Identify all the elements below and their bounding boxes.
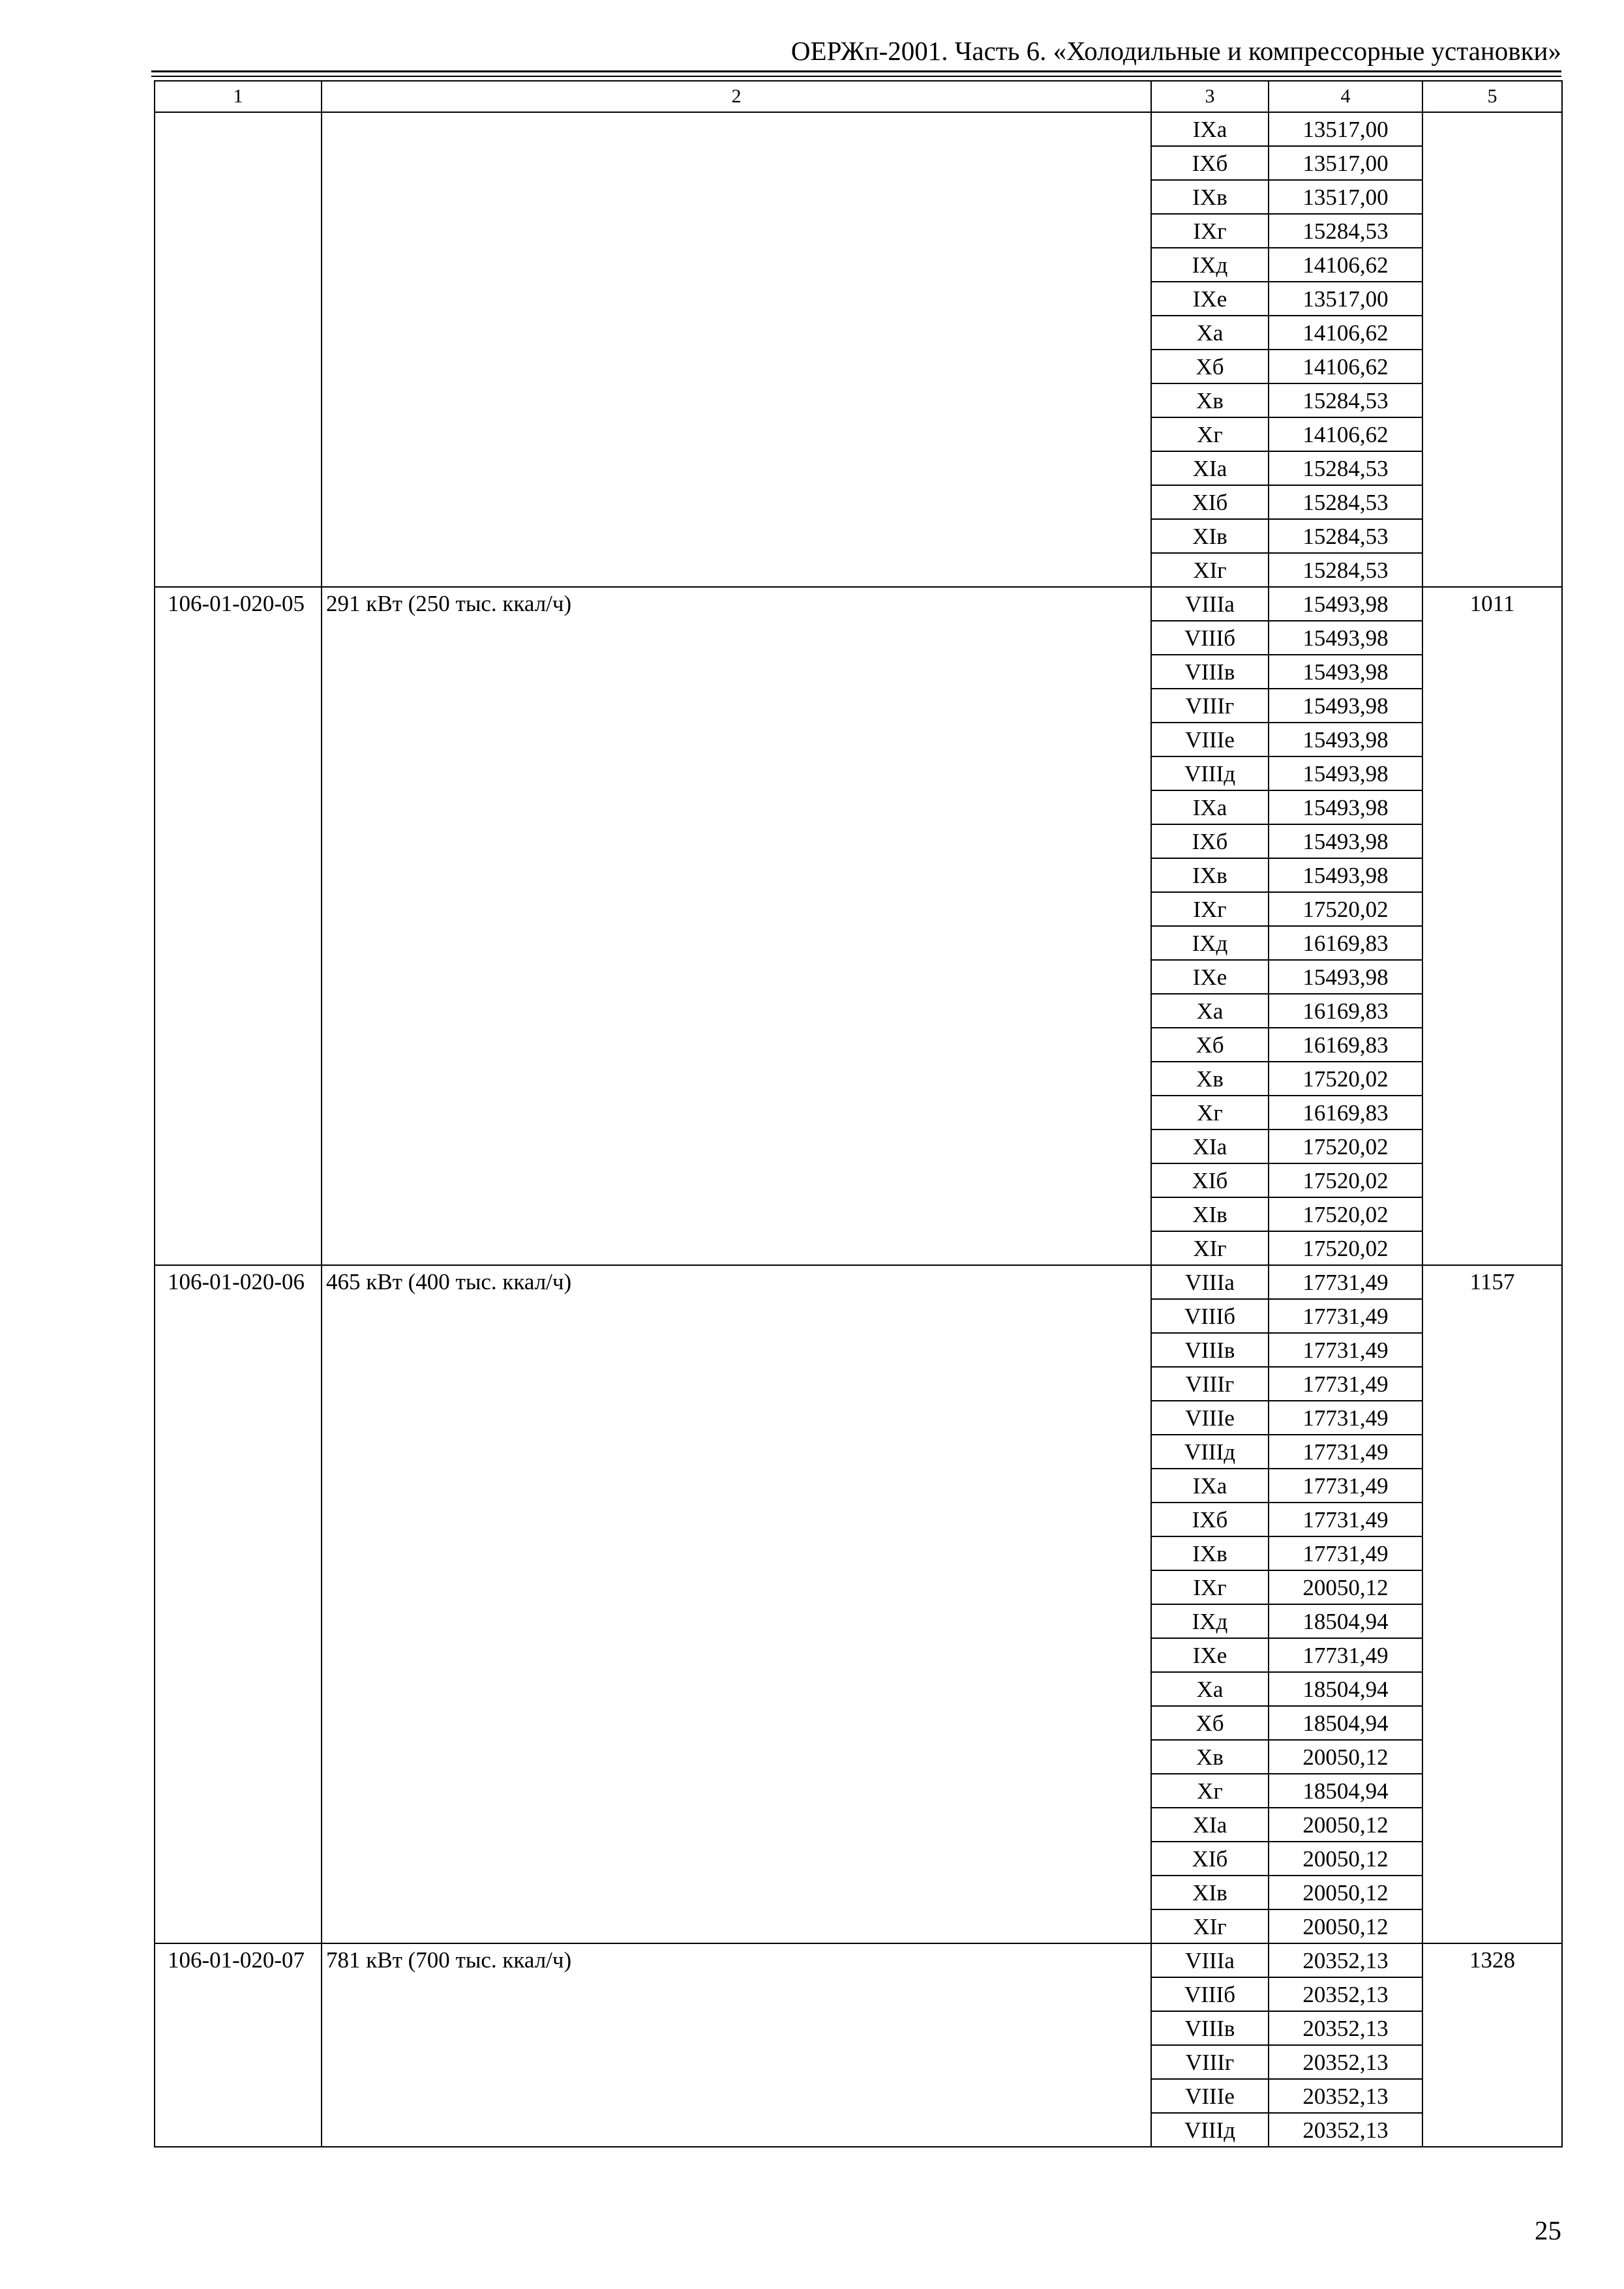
- zone-cell: Xa: [1151, 316, 1269, 350]
- price-cell: 15284,53: [1269, 451, 1422, 485]
- price-cell: 18504,94: [1269, 1672, 1422, 1706]
- zone-cell: IXд: [1151, 248, 1269, 282]
- zone-cell: IXг: [1151, 214, 1269, 248]
- zone-cell: VIIIд: [1151, 756, 1269, 790]
- price-cell: 15493,98: [1269, 756, 1422, 790]
- price-cell: 15493,98: [1269, 960, 1422, 994]
- rates-table: [154, 80, 1563, 2147]
- zone-cell: Xв: [1151, 383, 1269, 417]
- zone-cell: XIв: [1151, 519, 1269, 553]
- zone-cell: VIIIг: [1151, 2045, 1269, 2079]
- column-number-cell: 5: [1422, 81, 1562, 112]
- price-cell: 20050,12: [1269, 1808, 1422, 1842]
- zone-cell: VIIIд: [1151, 2113, 1269, 2147]
- price-cell: 20352,13: [1269, 2045, 1422, 2079]
- zone-cell: IXe: [1151, 960, 1269, 994]
- zone-cell: XIa: [1151, 451, 1269, 485]
- total-cell: [1422, 112, 1562, 587]
- total-cell: 1328: [1422, 1943, 1562, 2147]
- price-cell: 13517,00: [1269, 112, 1422, 146]
- zone-cell: Xб: [1151, 350, 1269, 383]
- price-cell: 20050,12: [1269, 1842, 1422, 1876]
- zone-cell: IXг: [1151, 1570, 1269, 1604]
- price-cell: 15493,98: [1269, 790, 1422, 824]
- price-cell: 16169,83: [1269, 926, 1422, 960]
- price-cell: 18504,94: [1269, 1706, 1422, 1740]
- price-cell: 15493,98: [1269, 655, 1422, 689]
- zone-cell: IXe: [1151, 1638, 1269, 1672]
- price-cell: 15284,53: [1269, 383, 1422, 417]
- price-cell: 17731,49: [1269, 1469, 1422, 1503]
- price-cell: 15493,98: [1269, 723, 1422, 756]
- price-cell: 20352,13: [1269, 2011, 1422, 2045]
- zone-cell: IXв: [1151, 1536, 1269, 1570]
- price-cell: 20050,12: [1269, 1570, 1422, 1604]
- price-cell: 17731,49: [1269, 1536, 1422, 1570]
- description-cell: 781 кВт (700 тыс. ккал/ч): [322, 1943, 1151, 2147]
- zone-cell: XIг: [1151, 553, 1269, 587]
- price-cell: 20050,12: [1269, 1740, 1422, 1774]
- price-cell: 16169,83: [1269, 994, 1422, 1028]
- price-cell: 17520,02: [1269, 1163, 1422, 1197]
- price-cell: 15493,98: [1269, 824, 1422, 858]
- price-cell: 17520,02: [1269, 1231, 1422, 1265]
- zone-cell: VIIIг: [1151, 1367, 1269, 1401]
- zone-cell: VIIIe: [1151, 2079, 1269, 2113]
- zone-cell: Xб: [1151, 1706, 1269, 1740]
- zone-cell: VIIIб: [1151, 1299, 1269, 1333]
- price-cell: 13517,00: [1269, 146, 1422, 180]
- price-cell: 14106,62: [1269, 417, 1422, 451]
- zone-cell: IXб: [1151, 146, 1269, 180]
- zone-cell: XIг: [1151, 1231, 1269, 1265]
- zone-cell: XIг: [1151, 1909, 1269, 1943]
- zone-cell: XIв: [1151, 1876, 1269, 1909]
- price-cell: 15284,53: [1269, 553, 1422, 587]
- zone-cell: VIIIa: [1151, 1265, 1269, 1299]
- zone-cell: IXг: [1151, 892, 1269, 926]
- rates-table-body: [155, 81, 1562, 2147]
- price-cell: 14106,62: [1269, 350, 1422, 383]
- price-cell: 17520,02: [1269, 1130, 1422, 1163]
- zone-cell: IXд: [1151, 926, 1269, 960]
- price-cell: 14106,62: [1269, 248, 1422, 282]
- zone-cell: VIIIe: [1151, 723, 1269, 756]
- zone-cell: XIб: [1151, 1163, 1269, 1197]
- zone-cell: IXa: [1151, 790, 1269, 824]
- price-cell: 15284,53: [1269, 485, 1422, 519]
- description-cell: 291 кВт (250 тыс. ккал/ч): [322, 587, 1151, 1265]
- page-header-title: ОЕРЖп-2001. Часть 6. «Холодильные и компрессорные установки»: [790, 36, 1561, 66]
- price-cell: 15493,98: [1269, 689, 1422, 723]
- zone-cell: XIб: [1151, 485, 1269, 519]
- page-number: 25: [1535, 2215, 1561, 2245]
- price-cell: 15493,98: [1269, 621, 1422, 655]
- header-rule: [151, 70, 1561, 72]
- zone-cell: VIIIв: [1151, 655, 1269, 689]
- zone-cell: VIIIб: [1151, 621, 1269, 655]
- price-cell: 20050,12: [1269, 1909, 1422, 1943]
- zone-cell: VIIIд: [1151, 1435, 1269, 1469]
- table-row: [155, 1265, 1562, 1299]
- zone-cell: Xa: [1151, 1672, 1269, 1706]
- description-cell: [322, 112, 1151, 587]
- zone-cell: IXв: [1151, 858, 1269, 892]
- price-cell: 16169,83: [1269, 1028, 1422, 1062]
- zone-cell: Xг: [1151, 417, 1269, 451]
- price-cell: 17731,49: [1269, 1333, 1422, 1367]
- zone-cell: XIб: [1151, 1842, 1269, 1876]
- price-cell: 17731,49: [1269, 1367, 1422, 1401]
- price-cell: 15493,98: [1269, 858, 1422, 892]
- price-cell: 20352,13: [1269, 2079, 1422, 2113]
- zone-cell: VIIIв: [1151, 2011, 1269, 2045]
- price-cell: 20352,13: [1269, 1943, 1422, 1977]
- zone-cell: IXa: [1151, 1469, 1269, 1503]
- zone-cell: VIIIб: [1151, 1977, 1269, 2011]
- price-cell: 17731,49: [1269, 1503, 1422, 1536]
- price-cell: 17520,02: [1269, 892, 1422, 926]
- zone-cell: VIIIa: [1151, 1943, 1269, 1977]
- total-cell: 1157: [1422, 1265, 1562, 1943]
- column-number-row: [155, 81, 1562, 112]
- zone-cell: Xг: [1151, 1096, 1269, 1130]
- price-cell: 17731,49: [1269, 1435, 1422, 1469]
- zone-cell: IXв: [1151, 180, 1269, 214]
- zone-cell: IXe: [1151, 282, 1269, 316]
- zone-cell: Xв: [1151, 1740, 1269, 1774]
- zone-cell: VIIIe: [1151, 1401, 1269, 1435]
- price-cell: 17520,02: [1269, 1062, 1422, 1096]
- price-cell: 16169,83: [1269, 1096, 1422, 1130]
- price-cell: 17731,49: [1269, 1299, 1422, 1333]
- price-cell: 14106,62: [1269, 316, 1422, 350]
- rate-code-cell: [155, 112, 322, 587]
- price-cell: 13517,00: [1269, 282, 1422, 316]
- price-cell: 20352,13: [1269, 1977, 1422, 2011]
- header-rule: [151, 76, 1561, 77]
- total-cell: 1011: [1422, 587, 1562, 1265]
- rate-code-cell: 106-01-020-05: [155, 587, 322, 1265]
- price-cell: 18504,94: [1269, 1774, 1422, 1808]
- zone-cell: IXб: [1151, 824, 1269, 858]
- column-number-cell: 3: [1151, 81, 1269, 112]
- zone-cell: VIIIг: [1151, 689, 1269, 723]
- zone-cell: IXд: [1151, 1604, 1269, 1638]
- table-row: [155, 587, 1562, 621]
- table-row: [155, 1943, 1562, 1977]
- column-number-cell: 2: [322, 81, 1151, 112]
- zone-cell: XIa: [1151, 1808, 1269, 1842]
- zone-cell: Xa: [1151, 994, 1269, 1028]
- price-cell: 15284,53: [1269, 519, 1422, 553]
- zone-cell: XIa: [1151, 1130, 1269, 1163]
- price-cell: 17731,49: [1269, 1401, 1422, 1435]
- rate-code-cell: 106-01-020-06: [155, 1265, 322, 1943]
- price-cell: 13517,00: [1269, 180, 1422, 214]
- zone-cell: VIIIв: [1151, 1333, 1269, 1367]
- zone-cell: Xг: [1151, 1774, 1269, 1808]
- price-cell: 17731,49: [1269, 1638, 1422, 1672]
- price-cell: 20352,13: [1269, 2113, 1422, 2147]
- zone-cell: XIв: [1151, 1197, 1269, 1231]
- zone-cell: IXa: [1151, 112, 1269, 146]
- description-cell: 465 кВт (400 тыс. ккал/ч): [322, 1265, 1151, 1943]
- price-cell: 20050,12: [1269, 1876, 1422, 1909]
- zone-cell: VIIIa: [1151, 587, 1269, 621]
- price-cell: 18504,94: [1269, 1604, 1422, 1638]
- price-cell: 15493,98: [1269, 587, 1422, 621]
- table-row: [155, 112, 1562, 146]
- column-number-cell: 1: [155, 81, 322, 112]
- column-number-cell: 4: [1269, 81, 1422, 112]
- rate-code-cell: 106-01-020-07: [155, 1943, 322, 2147]
- price-cell: 17520,02: [1269, 1197, 1422, 1231]
- zone-cell: IXб: [1151, 1503, 1269, 1536]
- zone-cell: Xб: [1151, 1028, 1269, 1062]
- price-cell: 15284,53: [1269, 214, 1422, 248]
- price-cell: 17731,49: [1269, 1265, 1422, 1299]
- zone-cell: Xв: [1151, 1062, 1269, 1096]
